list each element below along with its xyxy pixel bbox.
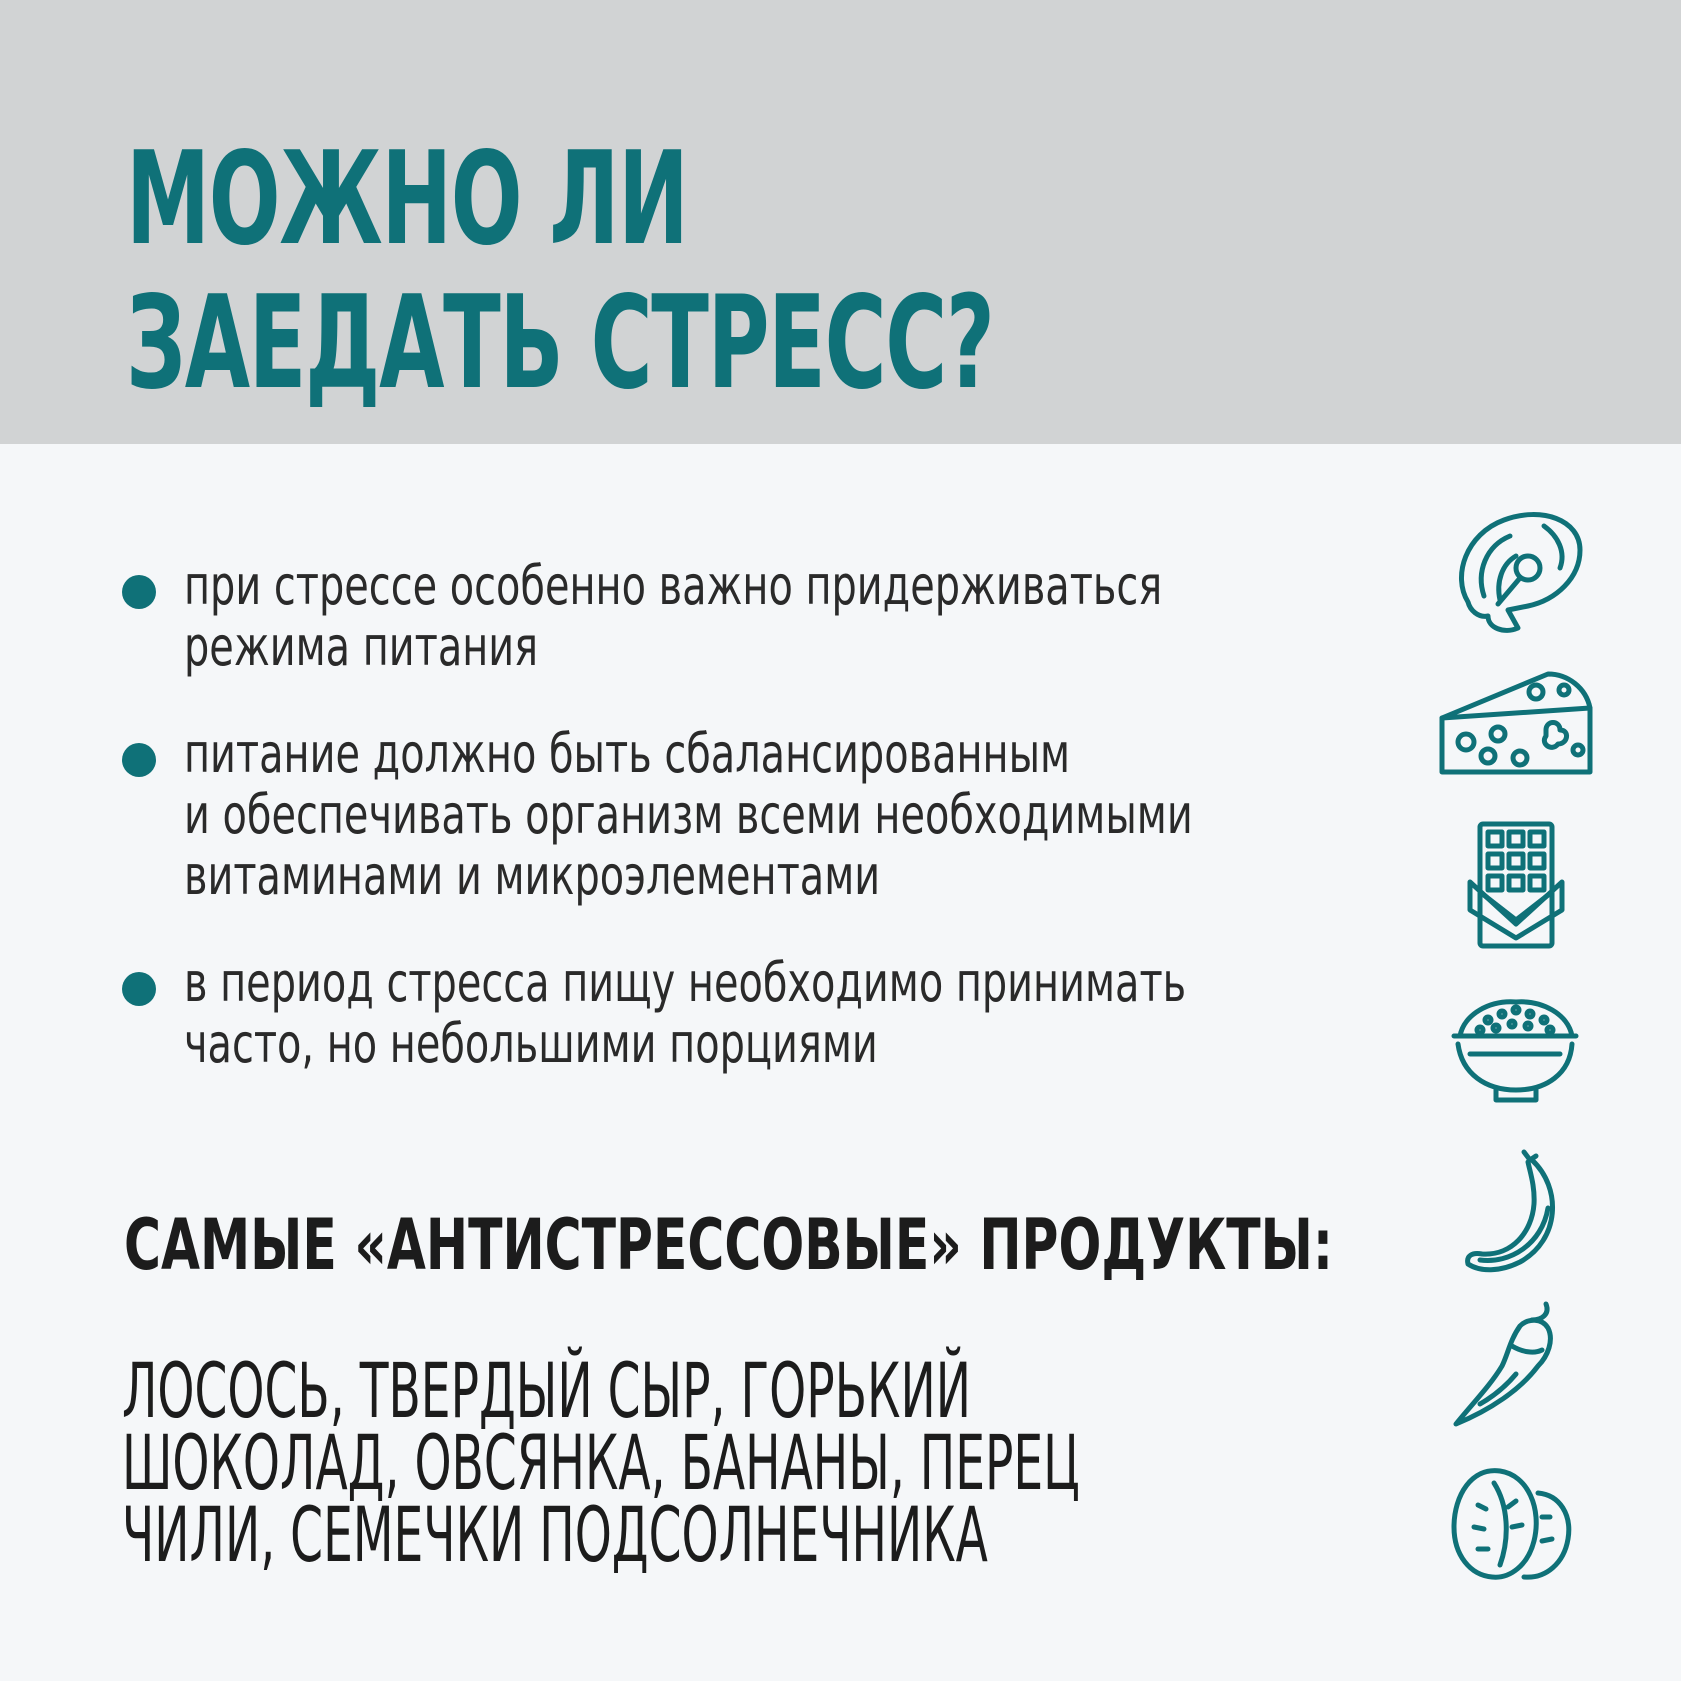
products-line: ЛОСОСЬ, ТВЕРДЫЙ СЫР, ГОРЬКИЙ bbox=[122, 1346, 971, 1435]
title-line: МОЖНО ЛИ bbox=[126, 125, 688, 274]
list-item bbox=[118, 555, 1378, 677]
bullet-line: режима питания bbox=[184, 615, 539, 678]
bullet-line: часто, но небольшими порциями bbox=[184, 1012, 878, 1075]
bullet-dot bbox=[122, 972, 156, 1006]
bullet-line: при стрессе особенно важно придерживаться bbox=[184, 554, 1163, 617]
chocolate-icon bbox=[1466, 820, 1566, 950]
products-list bbox=[122, 1346, 1080, 1579]
bullet-line: и обеспечивать организм всеми необходимыми bbox=[184, 783, 1193, 846]
oatmeal-bowl-icon bbox=[1450, 990, 1580, 1105]
list-item bbox=[118, 723, 1378, 906]
chili-pepper-icon bbox=[1450, 1300, 1560, 1430]
products-line: ШОКОЛАД, ОВСЯНКА, БАНАНЫ, ПЕРЕЦ bbox=[122, 1418, 1080, 1507]
bullet-line: в период стресса пищу необходимо принимать bbox=[184, 951, 1187, 1014]
bullet-text bbox=[184, 952, 1398, 1074]
bullet-dot bbox=[122, 743, 156, 777]
bullet-line: витаминами и микроэлементами bbox=[184, 844, 881, 907]
bullet-line: питание должно быть сбалансированным bbox=[184, 722, 1071, 785]
cheese-icon bbox=[1438, 668, 1594, 778]
title-line: ЗАЕДАТЬ СТРЕСС? bbox=[126, 269, 994, 418]
bullet-text bbox=[184, 555, 1398, 677]
list-item bbox=[118, 952, 1378, 1074]
page-title bbox=[126, 125, 994, 418]
banana-icon bbox=[1460, 1148, 1570, 1278]
products-line: ЧИЛИ, СЕМЕЧКИ ПОДСОЛНЕЧНИКА bbox=[122, 1490, 988, 1579]
products-heading: САМЫЕ «АНТИСТРЕССОВЫЕ» ПРОДУКТЫ: bbox=[124, 1204, 1334, 1286]
salmon-icon bbox=[1448, 506, 1584, 642]
bullet-text bbox=[184, 723, 1398, 906]
tips-list bbox=[118, 555, 1378, 1120]
seeds-icon bbox=[1446, 1465, 1576, 1585]
bullet-dot bbox=[122, 575, 156, 609]
